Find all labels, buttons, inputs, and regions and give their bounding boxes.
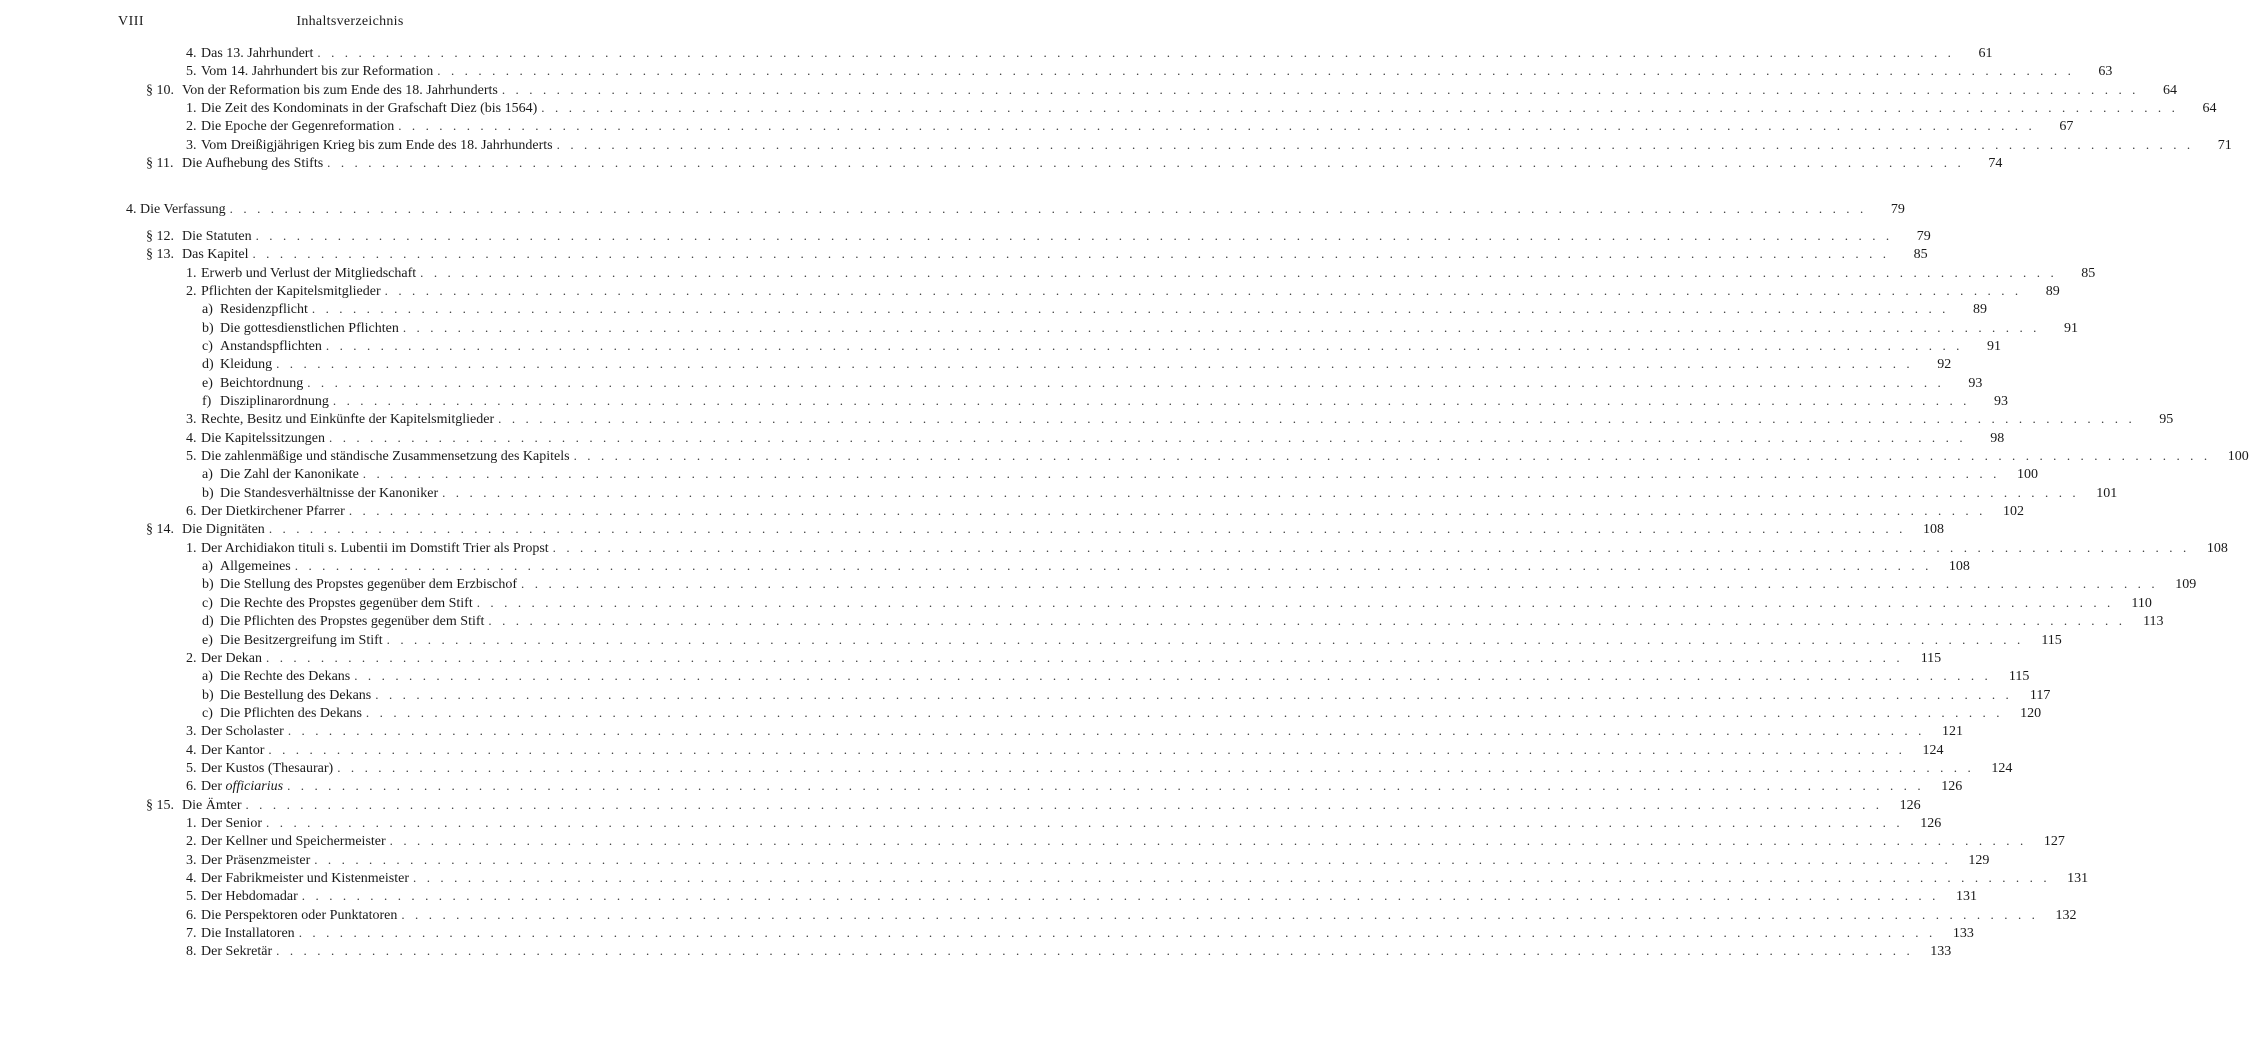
toc-entry-page: 127 bbox=[2043, 834, 2065, 850]
toc-entry-title-text: Beichtordnung bbox=[220, 375, 304, 391]
dot-leader: . . . . . . . . . . . . . . . . . . . . . . . . . . . . . . . . . . . . . . . . . . . . . . . . . . . . . . . . . . . . . . . . . . . . . . . . . . . . . . . . . . . . . . . . . . . . . . . . . . . . . . . . . . . . . . . . . . . . . . . . bbox=[437, 63, 2075, 79]
toc-entry-page: 132 bbox=[2055, 907, 2077, 923]
toc-entry bbox=[202, 594, 2152, 612]
dot-leader: . . . . . . . . . . . . . . . . . . . . . . . . . . . . . . . . . . . . . . . . . . . . . . . . . . . . . . . . . . . . . . . . . . . . . . . . . . . . . . . . . . . . . . . . . . . . . . . . . . . . . . . . . . . . . . . . . . . . . . . . bbox=[354, 668, 1992, 684]
toc-entry bbox=[146, 227, 1931, 245]
toc-entry-title-text: Der Dekan bbox=[201, 650, 263, 666]
toc-entry-title-text: Der Kustos (Thesaurar) bbox=[201, 760, 334, 776]
toc-entry-title bbox=[201, 925, 299, 943]
toc-entry-title-text: Residenzpflicht bbox=[220, 302, 308, 318]
toc-entry-number: b) bbox=[202, 687, 214, 703]
toc-entry-title bbox=[220, 668, 354, 686]
dot-leader: . . . . . . . . . . . . . . . . . . . . . . . . . . . . . . . . . . . . . . . . . . . . . . . . . . . . . . . . . . . . . . . . . . . . . . . . . . . . . . . . . . . . . . . . . . . . . . . . . . . . . . . . . . . . . . . . . . . . . . . . bbox=[307, 374, 1945, 390]
toc-entry bbox=[186, 447, 2249, 465]
dot-leader: . . . . . . . . . . . . . . . . . . . . . . . . . . . . . . . . . . . . . . . . . . . . . . . . . . . . . . . . . . . . . . . . . . . . . . . . . . . . . . . . . . . . . . . . . . . . . . . . . . . . . . . . . . . . . . . . . . . . . . . . bbox=[314, 851, 1952, 867]
toc-entry bbox=[186, 410, 2174, 428]
dot-leader: . . . . . . . . . . . . . . . . . . . . . . . . . . . . . . . . . . . . . . . . . . . . . . . . . . . . . . . . . . . . . . . . . . . . . . . . . . . . . . . . . . . . . . . . . . . . . . . . . . . . . . . . . . . . . . . . . . . . . . . . bbox=[327, 155, 1965, 171]
toc-entry-page: 85 bbox=[2081, 265, 2096, 281]
toc-entry-page: 74 bbox=[1988, 156, 2003, 172]
toc-entry-title-text: Von der Reformation bis zum Ende des 18. Jahrhunderts bbox=[182, 82, 498, 98]
toc-entry-title bbox=[220, 576, 521, 594]
toc-entry-page: 126 bbox=[1920, 816, 1942, 831]
toc-entry-number: 2. bbox=[186, 650, 197, 666]
toc-entry-page: 79 bbox=[1916, 228, 1931, 244]
toc-entry-title-text: Disziplinarordnung bbox=[220, 393, 329, 409]
toc-entry-title-text: Die gottesdienstlichen Pflichten bbox=[220, 320, 399, 336]
toc-entry-number: 4. bbox=[186, 46, 197, 61]
toc-entry-title-text: Die Kapitelssitzungen bbox=[201, 430, 326, 446]
toc-entry-title-text: Kleidung bbox=[220, 357, 273, 373]
toc-entry-number: b) bbox=[202, 320, 214, 336]
toc-entry-number: 1. bbox=[186, 816, 197, 831]
toc-entry-title bbox=[220, 595, 477, 613]
toc-entry bbox=[186, 924, 1974, 942]
toc-entry-page: 131 bbox=[2067, 871, 2089, 887]
dot-leader: . . . . . . . . . . . . . . . . . . . . . . . . . . . . . . . . . . . . . . . . . . . . . . . . . . . . . . . . . . . . . . . . . . . . . . . . . . . . . . . . . . . . . . . . . . . . . . . . . . . . . . . . . . . . . . . . . . . . . . . . bbox=[276, 943, 1914, 959]
toc-entry-title-text: Der Archidiakon tituli s. Lubentii im Domstift Trier als Propst bbox=[201, 540, 549, 556]
dot-leader: . . . . . . . . . . . . . . . . . . . . . . . . . . . . . . . . . . . . . . . . . . . . . . . . . . . . . . . . . . . . . . . . . . . . . . . . . . . . . . . . . . . . . . . . . . . . . . . . . . . . . . . . . . . . . . . . . . . . . . . . bbox=[294, 558, 1932, 574]
dot-leader: . . . . . . . . . . . . . . . . . . . . . . . . . . . . . . . . . . . . . . . . . . . . . . . . . . . . . . . . . . . . . . . . . . . . . . . . . . . . . . . . . . . . . . . . . . . . . . . . . . . . . . . . . . . . . . . . . . . . . . . . bbox=[389, 833, 2027, 849]
toc-entry-title-text: Die Aufhebung des Stifts bbox=[182, 156, 324, 172]
dot-leader: . . . . . . . . . . . . . . . . . . . . . . . . . . . . . . . . . . . . . . . . . . . . . . . . . . . . . . . . . . . . . . . . . . . . . . . . . . . . . . . . . . . . . . . . . . . . . . . . . . . . . . . . . . . . . . . . . . . . . . . . bbox=[413, 870, 2051, 886]
toc-entry-page: 126 bbox=[1941, 779, 1963, 795]
toc-entry-title-text: Die Stellung des Propstes gegenüber dem Erzbischof bbox=[220, 577, 518, 593]
toc-entry-title-text: Das Kapitel bbox=[182, 247, 249, 263]
toc-entry-title-text: Die Pflichten des Dekans bbox=[220, 705, 362, 721]
toc-entry bbox=[202, 612, 2164, 630]
dot-leader: . . . . . . . . . . . . . . . . . . . . . . . . . . . . . . . . . . . . . . . . . . . . . . . . . . . . . . . . . . . . . . . . . . . . . . . . . . . . . . . . . . . . . . . . . . . . . . . . . . . . . . . . . . . . . . . . . . . . . . . . bbox=[287, 723, 1925, 739]
toc-entry-title-text: Die Besitzergreifung im Stift bbox=[220, 632, 383, 648]
dot-leader: . . . . . . . . . . . . . . . . . . . . . . . . . . . . . . . . . . . . . . . . . . . . . . . . . . . . . . . . . . . . . . . . . . . . . . . . . . . . . . . . . . . . . . . . . . . . . . . . . . . . . . . . . . . . . . . . . . . . . . . . bbox=[298, 925, 1936, 941]
dot-leader: . . . . . . . . . . . . . . . . . . . . . . . . . . . . . . . . . . . . . . . . . . . . . . . . . . . . . . . . . . . . . . . . . . . . . . . . . . . . . . . . . . . . . . . . . . . . . . . . . . . . . . . . . . . . . . . . . . . . . . . . bbox=[442, 484, 2080, 500]
toc-entry-number: 4. bbox=[186, 430, 197, 446]
toc-entry-title-text: Die Ämter bbox=[182, 797, 242, 813]
toc-entry bbox=[186, 814, 1942, 832]
toc-entry-page: 121 bbox=[1941, 724, 1963, 740]
toc-entry-title bbox=[182, 155, 327, 173]
toc-entry-title-text: Der Scholaster bbox=[201, 724, 284, 740]
toc-entry-number: 5. bbox=[186, 64, 197, 80]
toc-entry-title bbox=[201, 943, 276, 961]
toc-entry-number: 2. bbox=[186, 119, 197, 135]
dot-leader: . . . . . . . . . . . . . . . . . . . . . . . . . . . . . . . . . . . . . . . . . . . . . . . . . . . . . . . . . . . . . . . . . . . . . . . . . . . . . . . . . . . . . . . . . . . . . . . . . . . . . . . . . . . . . . . . . . . . . . . . bbox=[255, 227, 1893, 243]
toc-entry-page: 61 bbox=[1978, 46, 1993, 61]
toc-entry bbox=[146, 796, 1921, 814]
toc-entry-title bbox=[201, 815, 266, 833]
toc-entry-title bbox=[182, 797, 245, 815]
toc-entry-title bbox=[201, 118, 398, 136]
toc-entry-title bbox=[201, 448, 574, 466]
toc-entry-page: 108 bbox=[1922, 522, 1944, 538]
toc-entry-page: 108 bbox=[2206, 540, 2228, 556]
toc-entry-number: 8. bbox=[186, 944, 197, 960]
toc-entry-page: 67 bbox=[2059, 119, 2074, 135]
toc-entry-title-text: Die Epoche der Gegenreformation bbox=[201, 119, 395, 135]
toc-entry-title-text: Die Pflichten des Propstes gegenüber dem Stift bbox=[220, 614, 485, 630]
toc-entry-title-text: Die Dignitäten bbox=[182, 522, 265, 538]
toc-entry-title bbox=[201, 63, 437, 81]
toc-entry-title bbox=[201, 907, 401, 925]
page-number: VIII bbox=[118, 14, 145, 29]
dot-leader: . . . . . . . . . . . . . . . . . . . . . . . . . . . . . . . . . . . . . . . . . . . . . . . . . . . . . . . . . . . . . . . . . . . . . . . . . . . . . . . . . . . . . . . . . . . . . . . . . . . . . . . . . . . . . . . . . . . . . . . . bbox=[337, 759, 1975, 775]
dot-leader: . . . . . . . . . . . . . . . . . . . . . . . . . . . . . . . . . . . . . . . . . . . . . . . . . . . . . . . . . . . . . . . . . . . . . . . . . . . . . . . . . . . . . . . . . . . . . . . . . . . . . . . . . . . . . . . . . . . . . . . . bbox=[311, 301, 1950, 317]
toc-entry bbox=[146, 154, 2003, 172]
toc-entry bbox=[186, 942, 1952, 960]
dot-leader: . . . . . . . . . . . . . . . . . . . . . . . . . . . . . . . . . . . . . . . . . . . . . . . . . . . . . . . . . . . . . . . . . . . . . . . . . . . . . . . . . . . . . . . . . . . . . . . . . . . . . . . . . . . . . . . . . . . . . . . . bbox=[276, 356, 1914, 372]
toc-entry bbox=[186, 722, 1963, 740]
dot-leader: . . . . . . . . . . . . . . . . . . . . . . . . . . . . . . . . . . . . . . . . . . . . . . . . . . . . . . . . . . . . . . . . . . . . . . . . . . . . . . . . . . . . . . . . . . . . . . . . . . . . . . . . . . . . . . . . . . . . . . . . bbox=[287, 778, 1925, 794]
toc-entry-title bbox=[201, 137, 557, 155]
toc-entry bbox=[186, 741, 1944, 759]
toc-entry-title-italic: officiarius bbox=[225, 779, 284, 795]
toc-entry-number: c) bbox=[202, 338, 213, 354]
toc-entry-title bbox=[201, 411, 498, 429]
toc-entry-page: 93 bbox=[1994, 393, 2009, 409]
page-header bbox=[0, 14, 700, 34]
toc-entry-number: 3. bbox=[186, 137, 197, 153]
dot-leader: . . . . . . . . . . . . . . . . . . . . . . . . . . . . . . . . . . . . . . . . . . . . . . . . . . . . . . . . . . . . . . . . . . . . . . . . . . . . . . . . . . . . . . . . . . . . . . . . . . . . . . . . . . . . . . . . . . . . . . . . bbox=[362, 466, 2000, 482]
toc-entry-title-text: Die zahlenmäßige und ständische Zusammensetzung des Kapitels bbox=[201, 449, 570, 464]
toc-entry-page: 117 bbox=[2029, 687, 2051, 703]
dot-leader: . . . . . . . . . . . . . . . . . . . . . . . . . . . . . . . . . . . . . . . . . . . . . . . . . . . . . . . . . . . . . . . . . . . . . . . . . . . . . . . . . . . . . . . . . . . . . . . . . . . . . . . . . . . . . . . . . . . . . . . . bbox=[398, 118, 2036, 134]
toc-entry bbox=[186, 649, 1942, 667]
toc-entry-title-text: Die Zahl der Kanonikate bbox=[220, 467, 359, 483]
toc-entry bbox=[186, 44, 1993, 62]
toc-entry-number: 5. bbox=[186, 760, 197, 776]
toc-entry bbox=[186, 759, 2013, 777]
toc-entry-title bbox=[220, 705, 366, 723]
toc-entry-page: 101 bbox=[2096, 485, 2118, 501]
toc-entry-number: § 12. bbox=[146, 228, 174, 244]
toc-entry-page: 129 bbox=[1968, 852, 1990, 868]
toc-entry-number: 3. bbox=[186, 852, 197, 868]
toc-entry-page: 85 bbox=[1913, 247, 1928, 263]
toc-entry-number: 4. bbox=[186, 871, 197, 887]
dot-leader: . . . . . . . . . . . . . . . . . . . . . . . . . . . . . . . . . . . . . . . . . . . . . . . . . . . . . . . . . . . . . . . . . . . . . . . . . . . . . . . . . . . . . . . . . . . . . . . . . . . . . . . . . . . . . . . . . . . . . . . . bbox=[375, 686, 2013, 702]
toc-entry bbox=[186, 777, 1963, 795]
dot-leader: . . . . . . . . . . . . . . . . . . . . . . . . . . . . . . . . . . . . . . . . . . . . . . . . . . . . . . . . . . . . . . . . . . . . . . . . . . . . . . . . . . . . . . . . . . . . . . . . . . . . . . . . . . . . . . . . . . . . . . . . bbox=[266, 649, 1904, 665]
toc-entry-number: e) bbox=[202, 375, 213, 391]
toc-entry-number: c) bbox=[202, 705, 213, 721]
toc-entry bbox=[186, 429, 2005, 447]
dot-leader: . . . . . . . . . . . . . . . . . . . . . . . . . . . . . . . . . . . . . . . . . . . . . . . . . . . . . . . . . . . . . . . . . . . . . . . . . . . . . . . . . . . . . . . . . . . . . . . . . . . . . . . . . . . . . . . . . . . . . . . . bbox=[573, 448, 2211, 463]
toc-entry-title-text: Die Bestellung des Dekans bbox=[220, 687, 372, 703]
toc-entry bbox=[202, 686, 2051, 704]
toc-entry-number: d) bbox=[202, 357, 214, 373]
toc-entry-number: a) bbox=[202, 302, 213, 318]
toc-entry-page: 71 bbox=[2217, 137, 2232, 153]
dot-leader: . . . . . . . . . . . . . . . . . . . . . . . . . . . . . . . . . . . . . . . . . . . . . . . . . . . . . . . . . . . . . . . . . . . . . . . . . . . . . . . . . . . . . . . . . . . . . . . . . . . . . . . . . . . . . . . . . . . . . . . . bbox=[402, 319, 2041, 335]
toc-entry-number: 2. bbox=[186, 283, 197, 299]
toc-entry bbox=[186, 906, 2077, 924]
toc-entry-number: 7. bbox=[186, 926, 197, 942]
toc-entry-title bbox=[220, 393, 333, 411]
toc-entry-title-text: Die Installatoren bbox=[201, 926, 295, 942]
dot-leader: . . . . . . . . . . . . . . . . . . . . . . . . . . . . . . . . . . . . . . . . . . . . . . . . . . . . . . . . . . . . . . . . . . . . . . . . . . . . . . . . . . . . . . . . . . . . . . . . . . . . . . . . . . . . . . . . . . . . . . . . bbox=[252, 246, 1890, 262]
toc-entry-number: 2. bbox=[186, 834, 197, 850]
toc-entry-number: § 10. bbox=[146, 82, 174, 98]
dot-leader: . . . . . . . . . . . . . . . . . . . . . . . . . . . . . . . . . . . . . . . . . . . . . . . . . . . . . . . . . . . . . . . . . . . . . . . . . . . . . . . . . . . . . . . . . . . . . . . . . . . . . . . . . . . . . . . . . . . . . . . . bbox=[317, 45, 1955, 60]
toc-entry-page: 124 bbox=[1991, 760, 2013, 776]
toc-entry-number: 3. bbox=[186, 412, 197, 428]
toc-entry-number: 1. bbox=[186, 540, 197, 556]
toc-entry-title-text: Pflichten der Kapitelsmitglieder bbox=[201, 283, 381, 299]
toc-entry bbox=[146, 245, 1928, 263]
toc-entry-page: 100 bbox=[2227, 449, 2249, 464]
toc-entry-page: 124 bbox=[1922, 742, 1944, 758]
toc-entry-number: 6. bbox=[186, 504, 197, 520]
toc-entry-title-text: Der Präsenzmeister bbox=[201, 852, 311, 868]
toc-entry-number: a) bbox=[202, 559, 213, 575]
dot-leader: . . . . . . . . . . . . . . . . . . . . . . . . . . . . . . . . . . . . . . . . . . . . . . . . . . . . . . . . . . . . . . . . . . . . . . . . . . . . . . . . . . . . . . . . . . . . . . . . . . . . . . . . . . . . . . . . . . . . . . . . bbox=[332, 392, 1971, 408]
toc-entry-number: 4. bbox=[126, 202, 137, 218]
toc-entry bbox=[202, 667, 2030, 685]
toc-entry bbox=[186, 264, 2096, 282]
toc-entry-number: § 13. bbox=[146, 247, 174, 263]
toc-entry-number: 6. bbox=[186, 779, 197, 795]
toc-entry-page: 115 bbox=[2008, 669, 2030, 685]
toc-entry-title bbox=[201, 540, 553, 558]
toc-entry-page: 100 bbox=[2016, 467, 2038, 483]
dot-leader: . . . . . . . . . . . . . . . . . . . . . . . . . . . . . . . . . . . . . . . . . . . . . . . . . . . . . . . . . . . . . . . . . . . . . . . . . . . . . . . . . . . . . . . . . . . . . . . . . . . . . . . . . . . . . . . . . . . . . . . . bbox=[476, 594, 2114, 610]
toc-entry-page: 89 bbox=[1973, 302, 1988, 318]
toc-entry-page: 98 bbox=[1990, 430, 2005, 446]
toc-entry-number: 1. bbox=[186, 101, 197, 117]
toc-entry bbox=[202, 319, 2079, 337]
toc-entry-title bbox=[182, 228, 256, 246]
toc-entry-title bbox=[201, 888, 302, 906]
toc-entry bbox=[202, 631, 2062, 649]
toc-entry-title bbox=[201, 45, 317, 63]
toc-entry-number: a) bbox=[202, 669, 213, 685]
toc-entry bbox=[186, 282, 2060, 300]
toc-entry-title-text: Vom 14. Jahrhundert bis zur Reformation bbox=[201, 64, 434, 80]
toc-entry-title bbox=[201, 430, 329, 448]
toc-entry bbox=[202, 557, 1970, 575]
dot-leader: . . . . . . . . . . . . . . . . . . . . . . . . . . . . . . . . . . . . . . . . . . . . . . . . . . . . . . . . . . . . . . . . . . . . . . . . . . . . . . . . . . . . . . . . . . . . . . . . . . . . . . . . . . . . . . . . . . . . . . . . bbox=[268, 521, 1906, 537]
toc-entry-page: 133 bbox=[1952, 926, 1974, 942]
toc-entry-page: 108 bbox=[1948, 559, 1970, 575]
toc-entry-page: 63 bbox=[2098, 64, 2113, 80]
toc-entry bbox=[186, 99, 2217, 117]
dot-leader: . . . . . . . . . . . . . . . . . . . . . . . . . . . . . . . . . . . . . . . . . . . . . . . . . . . . . . . . . . . . . . . . . . . . . . . . . . . . . . . . . . . . . . . . . . . . . . . . . . . . . . . . . . . . . . . . . . . . . . . . bbox=[329, 429, 1967, 445]
dot-leader: . . . . . . . . . . . . . . . . . . . . . . . . . . . . . . . . . . . . . . . . . . . . . . . . . . . . . . . . . . . . . . . . . . . . . . . . . . . . . . . . . . . . . . . . . . . . . . . . . . . . . . . . . . . . . . . . . . . . . . . . bbox=[229, 201, 1867, 217]
toc-entry-title-text: Die Perspektoren oder Punktatoren bbox=[201, 907, 398, 923]
toc-entry-number: e) bbox=[202, 632, 213, 648]
toc-entry bbox=[186, 539, 2228, 557]
toc-entry-title-text: Der Hebdomadar bbox=[201, 889, 298, 905]
toc-entry-page: 110 bbox=[2131, 595, 2152, 611]
toc-entry-page: 64 bbox=[2202, 101, 2217, 117]
toc-entry-number: § 11. bbox=[146, 156, 174, 172]
dot-leader: . . . . . . . . . . . . . . . . . . . . . . . . . . . . . . . . . . . . . . . . . . . . . . . . . . . . . . . . . . . . . . . . . . . . . . . . . . . . . . . . . . . . . . . . . . . . . . . . . . . . . . . . . . . . . . . . . . . . . . . . bbox=[301, 888, 1939, 904]
toc-entry-title-text: Die Statuten bbox=[182, 228, 252, 244]
toc-entry-title bbox=[220, 485, 442, 503]
dot-leader: . . . . . . . . . . . . . . . . . . . . . . . . . . . . . . . . . . . . . . . . . . . . . . . . . . . . . . . . . . . . . . . . . . . . . . . . . . . . . . . . . . . . . . . . . . . . . . . . . . . . . . . . . . . . . . . . . . . . . . . . bbox=[556, 136, 2194, 152]
toc-entry bbox=[202, 374, 1983, 392]
toc-entry-number: 4. bbox=[186, 742, 197, 758]
dot-leader: . . . . . . . . . . . . . . . . . . . . . . . . . . . . . . . . . . . . . . . . . . . . . . . . . . . . . . . . . . . . . . . . . . . . . . . . . . . . . . . . . . . . . . . . . . . . . . . . . . . . . . . . . . . . . . . . . . . . . . . . bbox=[552, 539, 2190, 555]
toc-entry-number: 6. bbox=[186, 907, 197, 923]
dot-leader: . . . . . . . . . . . . . . . . . . . . . . . . . . . . . . . . . . . . . . . . . . . . . . . . . . . . . . . . . . . . . . . . . . . . . . . . . . . . . . . . . . . . . . . . . . . . . . . . . . . . . . . . . . . . . . . . . . . . . . . . bbox=[386, 631, 2024, 647]
toc-entry-number: 3. bbox=[186, 724, 197, 740]
toc-entry-title bbox=[220, 558, 295, 576]
toc-entry-title-text: Die Rechte des Dekans bbox=[220, 669, 351, 685]
dot-leader: . . . . . . . . . . . . . . . . . . . . . . . . . . . . . . . . . . . . . . . . . . . . . . . . . . . . . . . . . . . . . . . . . . . . . . . . . . . . . . . . . . . . . . . . . . . . . . . . . . . . . . . . . . . . . . . . . . . . . . . . bbox=[521, 576, 2159, 592]
toc-entry-page: 91 bbox=[1987, 338, 2002, 354]
toc-entry-page: 95 bbox=[2159, 412, 2174, 428]
toc-entry-number: c) bbox=[202, 595, 213, 611]
toc-entry-number: § 14. bbox=[146, 522, 174, 538]
dot-leader: . . . . . . . . . . . . . . . . . . . . . . . . . . . . . . . . . . . . . . . . . . . . . . . . . . . . . . . . . . . . . . . . . . . . . . . . . . . . . . . . . . . . . . . . . . . . . . . . . . . . . . . . . . . . . . . . . . . . . . . . bbox=[325, 337, 1964, 353]
toc-entry bbox=[186, 887, 1977, 905]
toc-entry-page: 126 bbox=[1899, 797, 1921, 813]
toc-entry-number: 5. bbox=[186, 889, 197, 905]
dot-leader: . . . . . . . . . . . . . . . . . . . . . . . . . . . . . . . . . . . . . . . . . . . . . . . . . . . . . . . . . . . . . . . . . . . . . . . . . . . . . . . . . . . . . . . . . . . . . . . . . . . . . . . . . . . . . . . . . . . . . . . . bbox=[365, 704, 2004, 720]
toc-entry-number: a) bbox=[202, 467, 213, 483]
toc-entry bbox=[202, 465, 2038, 483]
toc-entry bbox=[186, 62, 2113, 80]
toc-entry bbox=[202, 392, 2009, 410]
toc-entry-title bbox=[220, 301, 312, 319]
toc-entry-title bbox=[201, 778, 287, 796]
toc-entry-title-text: Das 13. Jahrhundert bbox=[201, 46, 314, 61]
dot-leader: . . . . . . . . . . . . . . . . . . . . . . . . . . . . . . . . . . . . . . . . . . . . . . . . . . . . . . . . . . . . . . . . . . . . . . . . . . . . . . . . . . . . . . . . . . . . . . . . . . . . . . . . . . . . . . . . . . . . . . . . bbox=[401, 906, 2039, 922]
toc-entry-title bbox=[201, 742, 268, 760]
toc-entry-title-text: Der Kellner und Speichermeister bbox=[201, 834, 386, 850]
toc-entry-title-text: Der Kantor bbox=[201, 742, 265, 758]
toc-entry-number: § 15. bbox=[146, 797, 174, 813]
toc-entry-title-text: Erwerb und Verlust der Mitgliedschaft bbox=[201, 265, 417, 281]
running-title: Inhaltsverzeichnis bbox=[296, 14, 404, 29]
toc-entry-title bbox=[182, 82, 502, 100]
toc-entry-title bbox=[220, 320, 403, 338]
toc-entry bbox=[186, 851, 1990, 869]
toc-entry-title-text: Die Standesverhältnisse der Kanoniker bbox=[220, 485, 439, 501]
toc-entry-title-text: Die Verfassung bbox=[140, 202, 226, 218]
dot-leader: . . . . . . . . . . . . . . . . . . . . . . . . . . . . . . . . . . . . . . . . . . . . . . . . . . . . . . . . . . . . . . . . . . . . . . . . . . . . . . . . . . . . . . . . . . . . . . . . . . . . . . . . . . . . . . . . . . . . . . . . bbox=[348, 503, 1986, 519]
toc-entry-title-text: Der Senior bbox=[201, 816, 263, 831]
toc-entry-title-text: Der Dietkirchener Pfarrer bbox=[201, 504, 345, 520]
toc-entry bbox=[202, 300, 1988, 318]
dot-leader: . . . . . . . . . . . . . . . . . . . . . . . . . . . . . . . . . . . . . . . . . . . . . . . . . . . . . . . . . . . . . . . . . . . . . . . . . . . . . . . . . . . . . . . . . . . . . . . . . . . . . . . . . . . . . . . . . . . . . . . . bbox=[245, 796, 1883, 812]
toc-entry-title-text: Die Rechte des Propstes gegenüber dem Stift bbox=[220, 595, 473, 611]
toc-entry-title bbox=[220, 356, 276, 374]
toc-entry-title-text: Die Zeit des Kondominats in der Grafschaft Diez (bis 1564) bbox=[201, 101, 538, 117]
toc-entry bbox=[186, 502, 2024, 520]
toc-entry bbox=[186, 136, 2232, 154]
toc-entry-title-text: Anstandspflichten bbox=[220, 338, 322, 354]
dot-leader: . . . . . . . . . . . . . . . . . . . . . . . . . . . . . . . . . . . . . . . . . . . . . . . . . . . . . . . . . . . . . . . . . . . . . . . . . . . . . . . . . . . . . . . . . . . . . . . . . . . . . . . . . . . . . . . . . . . . . . . . bbox=[501, 81, 2140, 97]
toc-entry-title-text: Der bbox=[201, 779, 222, 795]
toc-entry-title bbox=[220, 375, 307, 393]
toc-entry bbox=[146, 520, 1944, 538]
toc-entry bbox=[146, 81, 2178, 99]
dot-leader: . . . . . . . . . . . . . . . . . . . . . . . . . . . . . . . . . . . . . . . . . . . . . . . . . . . . . . . . . . . . . . . . . . . . . . . . . . . . . . . . . . . . . . . . . . . . . . . . . . . . . . . . . . . . . . . . . . . . . . . . bbox=[498, 411, 2136, 427]
toc-entry-number: b) bbox=[202, 485, 214, 501]
toc-entry-page: 120 bbox=[2020, 705, 2042, 721]
toc-entry bbox=[202, 704, 2042, 722]
toc-entry-page: 102 bbox=[2002, 504, 2024, 520]
toc-entry-page: 133 bbox=[1930, 944, 1952, 960]
toc-entry-title bbox=[201, 503, 349, 521]
dot-leader: . . . . . . . . . . . . . . . . . . . . . . . . . . . . . . . . . . . . . . . . . . . . . . . . . . . . . . . . . . . . . . . . . . . . . . . . . . . . . . . . . . . . . . . . . . . . . . . . . . . . . . . . . . . . . . . . . . . . . . . . bbox=[266, 815, 1904, 830]
toc-entry-title bbox=[220, 338, 326, 356]
toc-entry-title bbox=[140, 201, 230, 219]
toc-entry-page: 89 bbox=[2045, 283, 2060, 299]
toc-entry-title bbox=[220, 687, 375, 705]
dot-leader: . . . . . . . . . . . . . . . . . . . . . . . . . . . . . . . . . . . . . . . . . . . . . . . . . . . . . . . . . . . . . . . . . . . . . . . . . . . . . . . . . . . . . . . . . . . . . . . . . . . . . . . . . . . . . . . . . . . . . . . . bbox=[420, 264, 2058, 280]
toc-entry-page: 131 bbox=[1955, 889, 1977, 905]
toc-entry-page: 79 bbox=[1890, 202, 1905, 218]
toc-entry bbox=[126, 200, 1905, 218]
toc-entry-number: d) bbox=[202, 614, 214, 630]
toc-entry-number: 5. bbox=[186, 449, 197, 464]
toc-entry-title bbox=[182, 246, 252, 264]
toc-entry-title bbox=[220, 613, 488, 631]
toc-entry-title bbox=[201, 833, 390, 851]
toc-entry-title-text: Der Fabrikmeister und Kistenmeister bbox=[201, 871, 410, 887]
toc-entry-title bbox=[201, 265, 420, 283]
toc-entry-title bbox=[201, 760, 337, 778]
toc-entry-page: 115 bbox=[1920, 650, 1942, 666]
toc-entry bbox=[186, 117, 2074, 135]
toc-entry-title bbox=[220, 466, 363, 484]
toc-entry-title bbox=[201, 870, 413, 888]
dot-leader: . . . . . . . . . . . . . . . . . . . . . . . . . . . . . . . . . . . . . . . . . . . . . . . . . . . . . . . . . . . . . . . . . . . . . . . . . . . . . . . . . . . . . . . . . . . . . . . . . . . . . . . . . . . . . . . . . . . . . . . . bbox=[384, 282, 2022, 298]
toc-entry bbox=[202, 484, 2118, 502]
toc-entry-title bbox=[182, 521, 269, 539]
toc-entry-title-text: Allgemeines bbox=[220, 559, 291, 575]
toc-entry-title bbox=[201, 852, 314, 870]
toc-entry-page: 109 bbox=[2175, 577, 2197, 593]
toc-entry-page: 64 bbox=[2163, 82, 2178, 98]
toc-entry bbox=[202, 355, 1952, 373]
toc-entry-title bbox=[201, 723, 288, 741]
dot-leader: . . . . . . . . . . . . . . . . . . . . . . . . . . . . . . . . . . . . . . . . . . . . . . . . . . . . . . . . . . . . . . . . . . . . . . . . . . . . . . . . . . . . . . . . . . . . . . . . . . . . . . . . . . . . . . . . . . . . . . . . bbox=[268, 741, 1906, 757]
toc-entry-page: 91 bbox=[2064, 320, 2079, 336]
dot-leader: . . . . . . . . . . . . . . . . . . . . . . . . . . . . . . . . . . . . . . . . . . . . . . . . . . . . . . . . . . . . . . . . . . . . . . . . . . . . . . . . . . . . . . . . . . . . . . . . . . . . . . . . . . . . . . . . . . . . . . . . bbox=[488, 613, 2126, 629]
toc-entry-page: 92 bbox=[1937, 357, 1952, 373]
toc-entry bbox=[186, 832, 2065, 850]
toc-entry-page: 113 bbox=[2143, 614, 2164, 630]
toc-entry-title bbox=[201, 100, 541, 118]
toc-entry-title bbox=[220, 632, 387, 650]
toc-entry-number: b) bbox=[202, 577, 214, 593]
toc-entry-title-text: Der Sekretär bbox=[201, 944, 273, 960]
toc-entry-title bbox=[201, 283, 385, 301]
toc-entry-number: f) bbox=[202, 393, 212, 409]
toc-entry-title bbox=[201, 650, 266, 668]
toc-entry-number: 1. bbox=[186, 265, 197, 281]
toc-entry bbox=[202, 575, 2197, 593]
toc-entry bbox=[186, 869, 2089, 887]
toc-entry-page: 115 bbox=[2041, 632, 2062, 648]
toc-entry bbox=[202, 337, 2002, 355]
dot-leader: . . . . . . . . . . . . . . . . . . . . . . . . . . . . . . . . . . . . . . . . . . . . . . . . . . . . . . . . . . . . . . . . . . . . . . . . . . . . . . . . . . . . . . . . . . . . . . . . . . . . . . . . . . . . . . . . . . . . . . . . bbox=[541, 100, 2179, 116]
toc-entry-title-text: Vom Dreißigjährigen Krieg bis zum Ende des 18. Jahrhunderts bbox=[201, 137, 553, 153]
toc-entry-page: 93 bbox=[1968, 375, 1983, 391]
toc-entry-title-text: Rechte, Besitz und Einkünfte der Kapitelsmitglieder bbox=[201, 412, 495, 428]
